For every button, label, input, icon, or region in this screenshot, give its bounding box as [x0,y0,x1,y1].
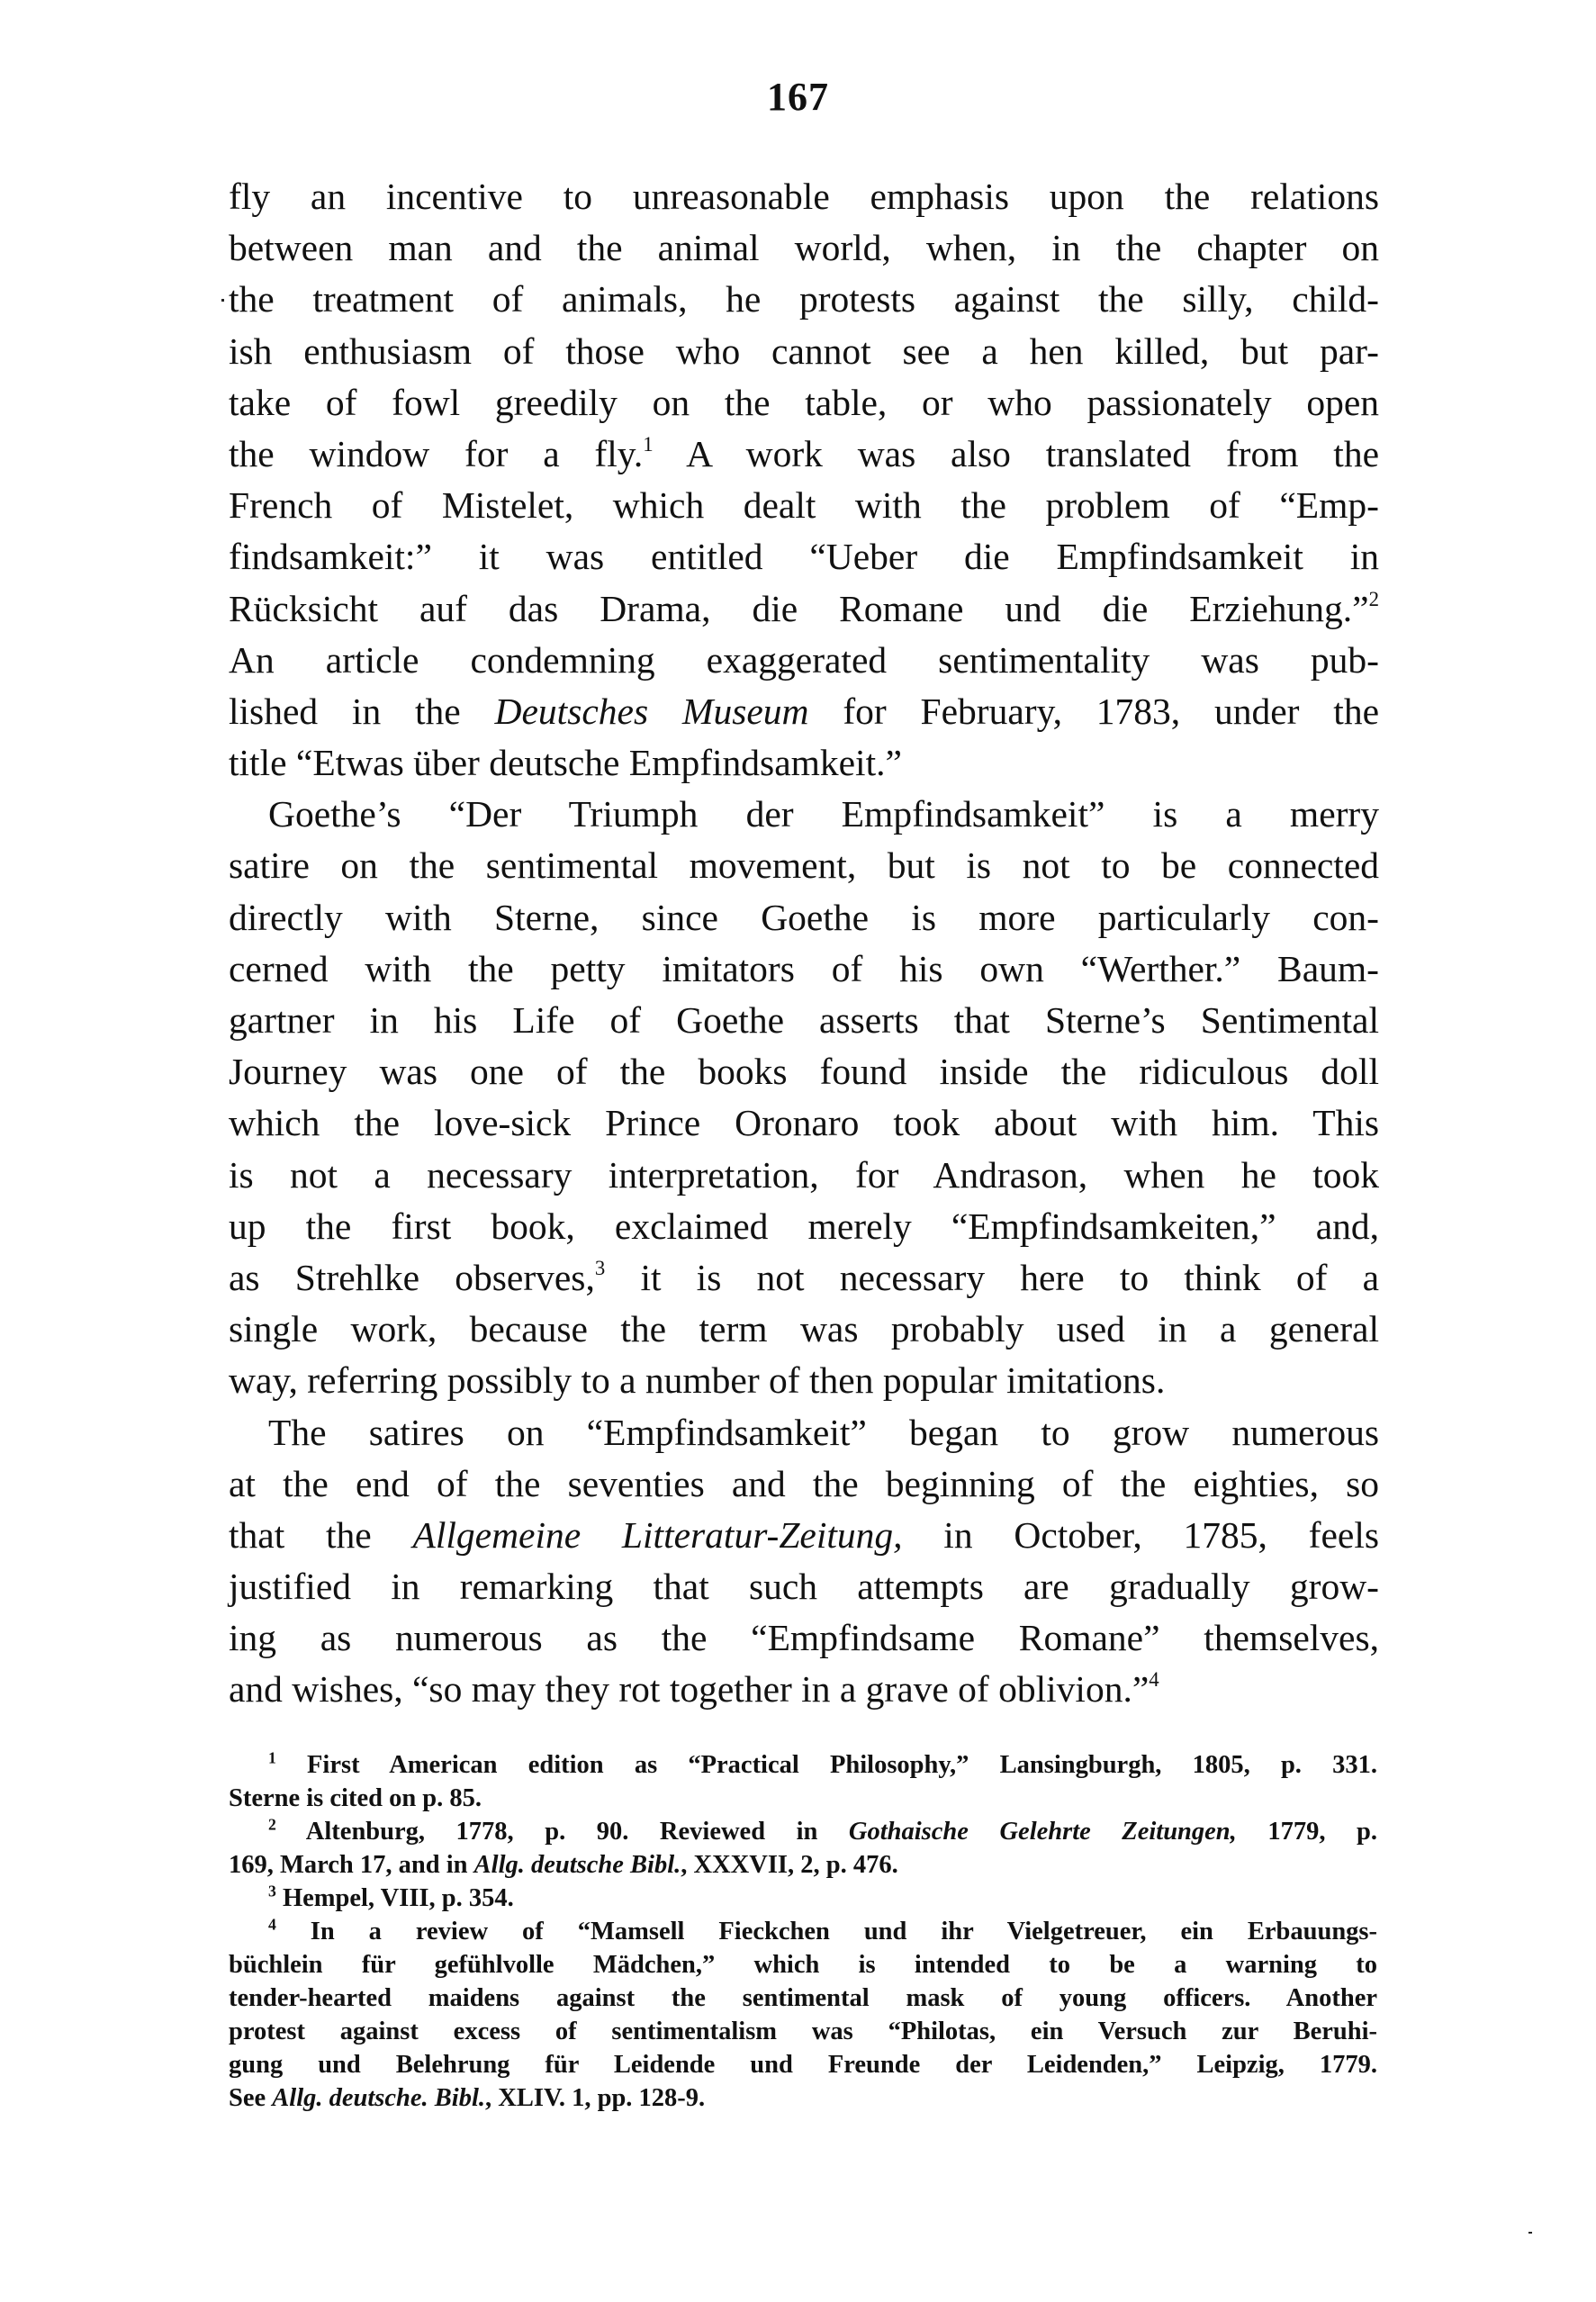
text-run: which the love-sick Prince Oronaro took about with him. This [229,1102,1379,1144]
text-run: See [229,2084,273,2112]
italic-title: Allg. deutsche. Bibl. [272,2084,486,2112]
text-run: findsamkeit:” it was entitled “Ueber die Empfindsamkeit in [229,536,1379,578]
text-line [229,531,1379,582]
footnote-line [229,1915,1377,1948]
text-line [229,326,1379,377]
text-run: is not a necessary interpretation, for Andrason, when he took [229,1153,1379,1196]
footnote-reference[interactable]: 3 [594,1256,606,1279]
italic-title: Allgemeine Litteratur-Zeitung, [412,1513,903,1556]
text-run: at the end of the seventies and the beginning of the eighties, so [229,1462,1379,1504]
footnote-line [229,1748,1377,1782]
text-run: for February, 1783, under the [808,690,1379,732]
text-run: gung und Belehrung für Leidende und Freunde der Leidenden,” Leipzig, 1779. [229,2051,1377,2079]
text-line [229,995,1379,1046]
text-line [229,1561,1379,1612]
text-run: up the first book, exclaimed merely “Empfindsamkeiten,” and, [229,1205,1379,1247]
footnote-line [229,1782,1377,1815]
italic-title: Allg. deutsche Bibl. [473,1851,681,1879]
text-line [229,1046,1379,1097]
text-line [229,1304,1379,1355]
footnotes [229,1748,1377,2115]
text-run: French of Mistelet, which dealt with the problem of “Emp- [229,484,1379,527]
paragraph [229,171,1379,789]
text-line [229,1097,1379,1149]
text-run: directly with Sterne, since Goethe is more particularly con- [229,896,1379,938]
italic-title: Gothaische Gelehrte Zeitungen, [848,1818,1237,1846]
text-line [229,429,1379,480]
text-run: Goethe’s “Der Triumph der Empfindsamkeit” is a merry [268,793,1379,835]
footnote-marker: 2 [268,1815,276,1834]
text-run: as Strehlke observes, [229,1256,595,1298]
footnote-line [229,1882,1377,1915]
footnote-reference[interactable]: 1 [643,432,654,456]
page-number: 167 [767,75,829,119]
text-run: Sterne is cited on p. 85. [229,1784,482,1812]
text-line [229,1150,1379,1201]
text-run: it is not necessary here to think of a [605,1256,1379,1298]
text-run: 169, March 17, and in [229,1851,474,1879]
text-line [229,892,1379,943]
footnote-line [229,2048,1377,2081]
text-run: that the [229,1513,413,1556]
text-run: the window for a fly. [229,432,644,474]
text-run: lished in the [229,690,495,732]
text-run: gartner in his Life of Goethe asserts that Sterne’s Sentimental [229,999,1379,1041]
text-run: protest against excess of sentimentalism was “Philotas, ein Versuch zur Beruhi- [229,2018,1377,2045]
text-run: Hempel, VIII, p. 354. [275,1884,514,1912]
text-line [229,1664,1379,1715]
text-line [229,1201,1379,1252]
scan-speck [221,299,224,302]
text-run: , XXXVII, 2, p. 476. [681,1851,898,1879]
text-run: In a review of “Mamsell Fieckchen und ihr Vielgetreuer, ein Erbauungs- [275,1918,1377,1945]
footnote-line [229,1815,1377,1848]
footnote-marker: 1 [268,1748,276,1767]
text-line [229,171,1379,222]
text-run: ish enthusiasm of those who cannot see a hen killed, but par- [229,330,1379,372]
text-run: justified in remarking that such attempts are gradually grow- [229,1566,1379,1608]
text-run: title “Etwas über deutsche Empfindsamkeit.” [229,742,902,784]
text-run: single work, because the term was probably used in a general [229,1308,1379,1350]
footnote-marker: 3 [268,1882,276,1900]
text-line [229,737,1379,789]
footnote-reference[interactable]: 2 [1368,587,1379,610]
text-run: 1779, p. [1236,1818,1377,1846]
footnote [229,1882,1377,1915]
text-line [229,840,1379,891]
footnote [229,1748,1377,1815]
text-line [229,943,1379,995]
text-run: tender-hearted maidens against the sentimental mask of young officers. Another [229,1984,1377,2012]
footnote [229,1915,1377,2115]
footnote-reference[interactable]: 4 [1149,1668,1159,1692]
text-run: in October, 1785, feels [902,1513,1379,1556]
text-run: A work was also translated from the [653,432,1379,474]
text-run: ing as numerous as the “Empfindsame Romane” themselves, [229,1617,1379,1659]
text-run: satire on the sentimental movement, but is not to be connected [229,844,1379,887]
text-line [229,1355,1379,1406]
text-run: , XLIV. 1, pp. 128-9. [485,2084,706,2112]
scan-speck [1528,2232,1532,2234]
text-run: büchlein für gefühlvolle Mädchen,” which is intended to be a warning to [229,1951,1377,1979]
text-run: between man and the animal world, when, in the chapter on [229,227,1379,269]
body-text [229,171,1379,1716]
paragraph [229,1407,1379,1716]
text-line [229,1407,1379,1458]
text-line [229,1458,1379,1510]
text-line [229,480,1379,531]
text-run: and wishes, “so may they rot together in a grave of oblivion.” [229,1668,1150,1711]
footnote-line [229,1982,1377,2015]
text-run: take of fowl greedily on the table, or who passionately open [229,381,1379,423]
text-run: Altenburg, 1778, p. 90. Reviewed in [275,1818,849,1846]
italic-title: Deutsches Museum [494,690,809,732]
text-line [229,635,1379,686]
footnote-line [229,1948,1377,1982]
text-run: Rücksicht auf das Drama, die Romane und die Erziehung.” [229,587,1369,629]
text-line [229,686,1379,737]
text-line [229,1252,1379,1304]
text-line [229,377,1379,429]
text-run: fly an incentive to unreasonable emphasis upon the relations [229,176,1379,217]
text-line [229,1510,1379,1561]
text-run: Journey was one of the books found inside the ridiculous doll [229,1051,1379,1093]
footnote [229,1815,1377,1882]
text-run: First American edition as “Practical Philosophy,” Lansingburgh, 1805, p. 331. [275,1751,1377,1779]
text-line [229,583,1379,635]
footnote-line [229,1848,1377,1882]
text-line [229,222,1379,274]
paragraph [229,789,1379,1406]
text-run: The satires on “Empfindsamkeit” began to grow numerous [268,1411,1379,1453]
text-line [229,274,1379,325]
text-line [229,1612,1379,1664]
text-run: cerned with the petty imitators of his own “Werther.” Baum- [229,947,1379,989]
text-run: the treatment of animals, he protests against the silly, child- [229,278,1379,320]
text-run: way, referring possibly to a number of then popular imitations. [229,1359,1166,1402]
footnote-line [229,2081,1377,2115]
text-run: An article condemning exaggerated sentimentality was pub- [229,638,1379,681]
text-line [229,789,1379,840]
footnote-marker: 4 [268,1915,276,1934]
footnote-line [229,2015,1377,2048]
